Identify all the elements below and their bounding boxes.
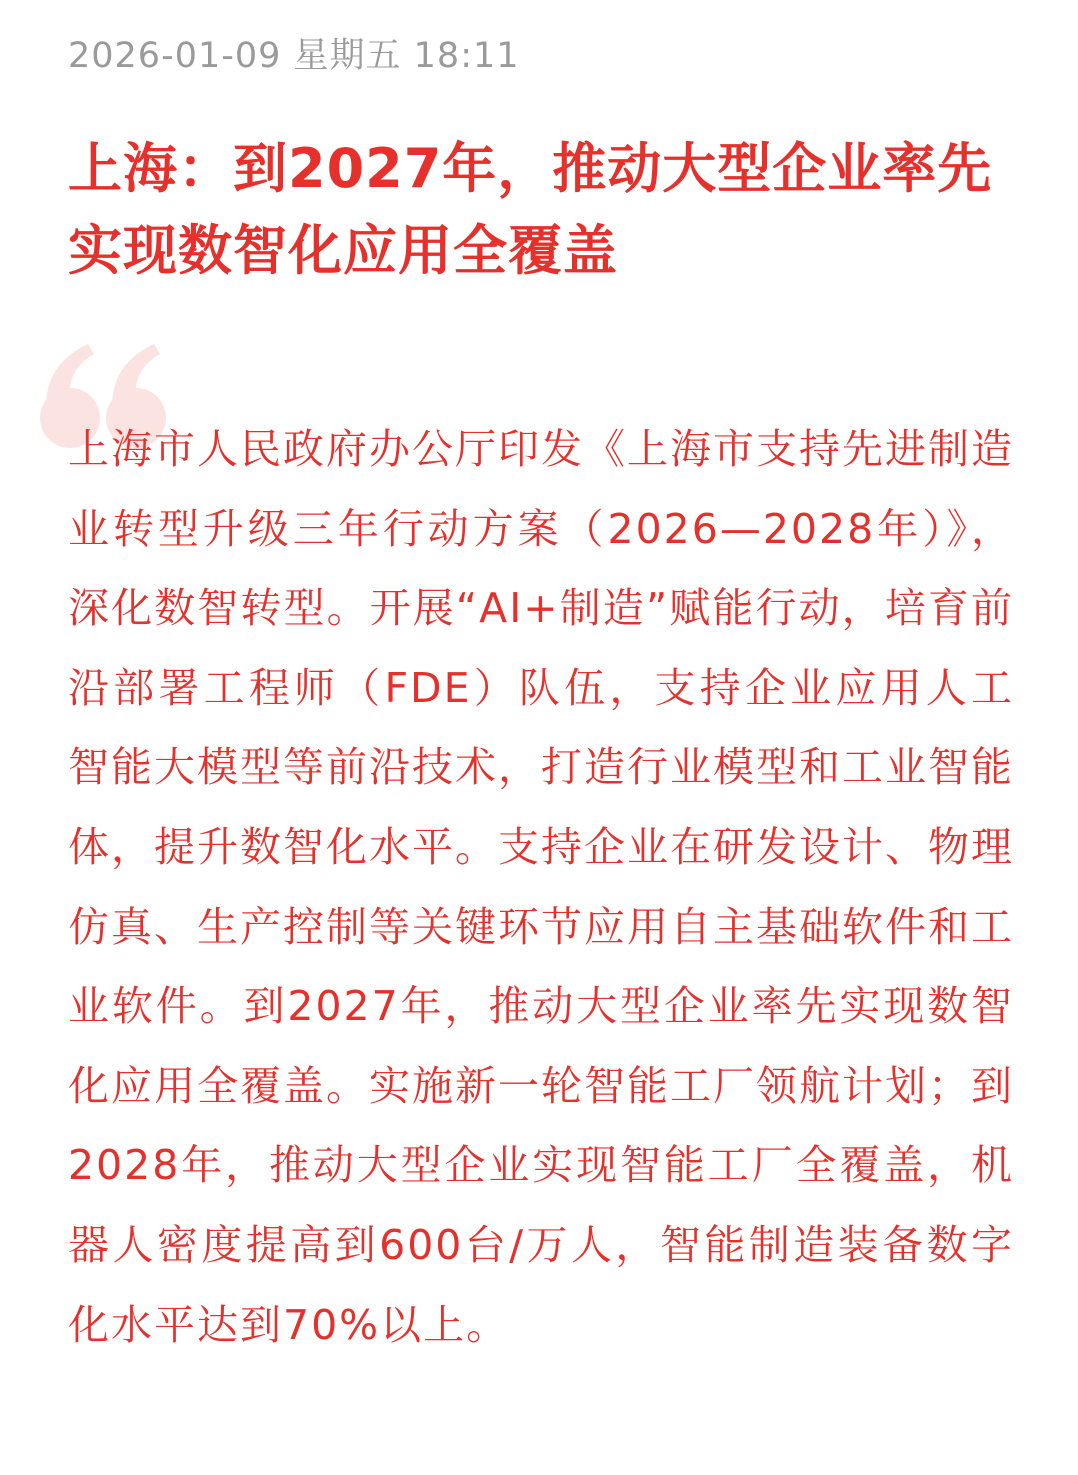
article-headline: 上海：到2027年，推动大型企业率先实现数智化应用全覆盖: [68, 137, 993, 282]
article-body: 上海市人民政府办公厅印发《上海市支持先进制造业转型升级三年行动方案（2026—2028年）》，深化数智转型。开展“AI+制造”赋能行动，培育前沿部署工程师（FDE）队伍，支持企业应用人工智能大模型等前沿技术，打造行业模型和工业智能体，提升数智化水平。支持企业在研发设计、物理仿真、生产控制等关键环节应用自主基础软件和工业软件。到2027年，推动大型企业率先实现数智化应用全覆盖。实施新一轮智能工厂领航计划；到2028年，推动大型企业实现智能工厂全覆盖，机器人密度提高到600台/万人，智能制造装备数字化水平达到70%以上。: [68, 425, 1014, 1349]
publish-date: 2026-01-09 星期五 18:11: [68, 36, 520, 76]
